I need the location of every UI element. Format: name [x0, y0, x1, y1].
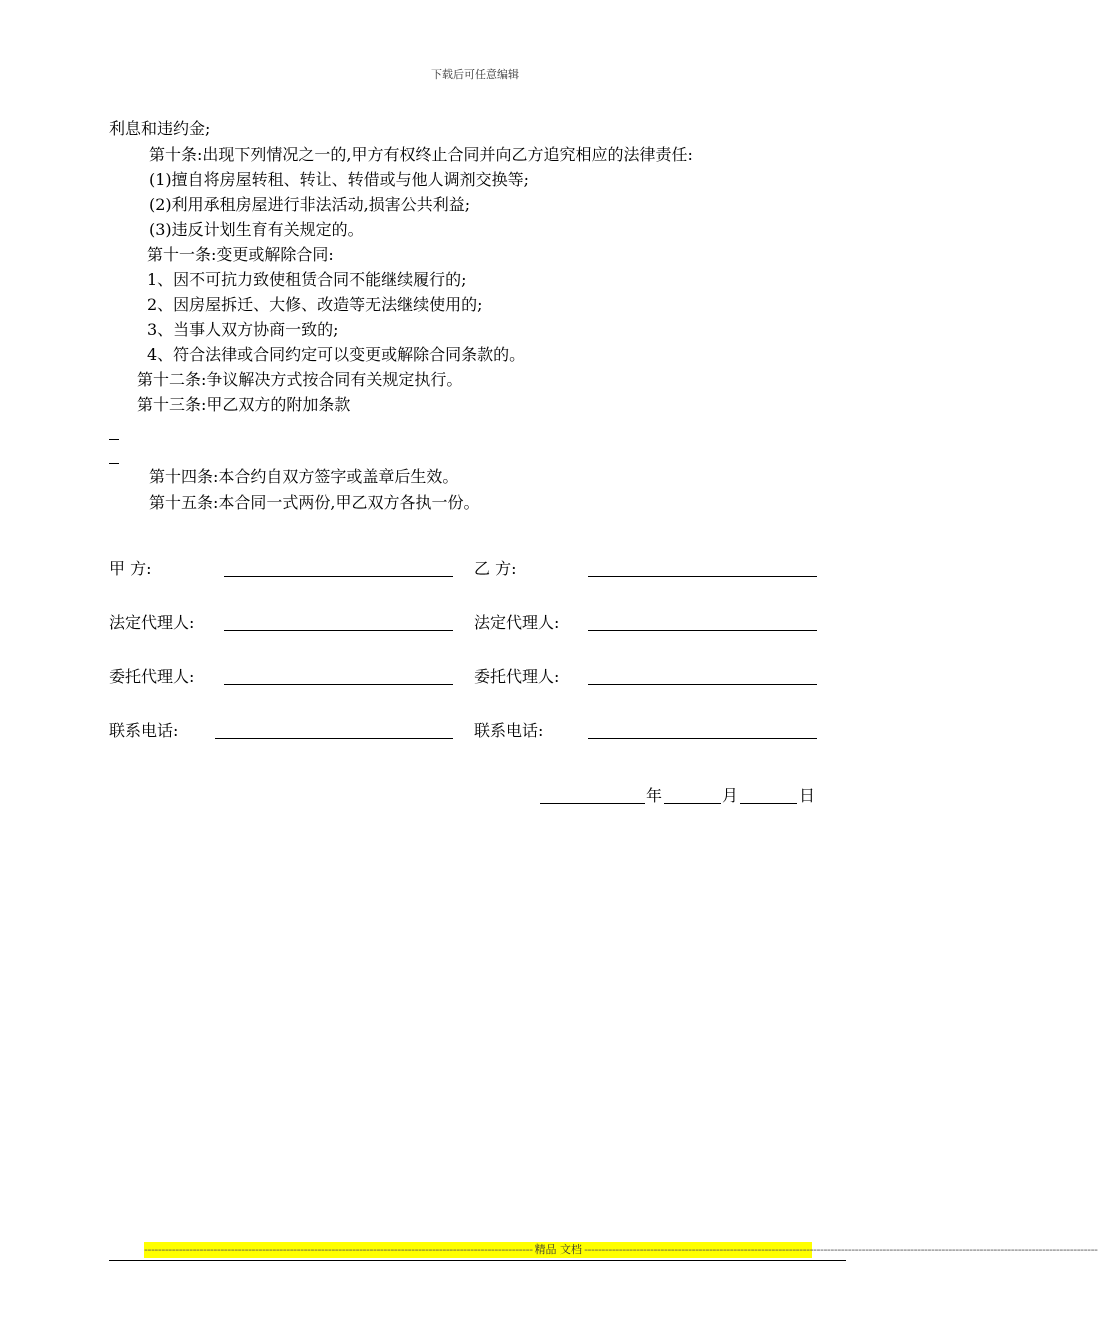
footer-text: 精品 文档 [534, 1243, 583, 1256]
footer-rule [109, 1260, 846, 1261]
party-b-phone-field[interactable] [588, 738, 817, 739]
body-line: (1)擅自将房屋转租、转让、转借或与他人调剂交换等; [149, 170, 530, 189]
party-b-legal-rep-field[interactable] [588, 630, 817, 631]
body-line: 2、因房屋拆迁、大修、改造等无法继续使用的; [147, 295, 483, 314]
party-b-field[interactable] [588, 576, 817, 577]
party-b-label: 乙 方: [474, 559, 517, 578]
body-line: (3)违反计划生育有关规定的。 [149, 220, 364, 239]
body-line: 4、符合法律或合同约定可以变更或解除合同条款的。 [147, 345, 526, 364]
body-line: 第十五条:本合同一式两份,甲乙双方各执一份。 [149, 493, 480, 512]
party-b-phone-label: 联系电话: [474, 721, 544, 740]
body-line: 第十三条:甲乙双方的附加条款 [137, 395, 351, 414]
party-b-agent-field[interactable] [588, 684, 817, 685]
body-line: 第十一条:变更或解除合同: [147, 245, 334, 264]
footer-banner [144, 1242, 1098, 1258]
blank-underline [109, 463, 119, 464]
date-year-field[interactable] [540, 803, 645, 804]
date-year-label: 年 [646, 786, 663, 805]
footer-dashes-right: ---------------------------------------------------------------------------------------------------------------------------------------------------- [584, 1243, 1098, 1256]
party-a-legal-rep-field[interactable] [224, 630, 453, 631]
date-day-field[interactable] [740, 803, 797, 804]
footer-dashes-left: ---------------------------------------------------------------------------------------------------------------- [144, 1243, 533, 1256]
body-line: 3、当事人双方协商一致的; [147, 320, 339, 339]
party-a-label: 甲 方: [109, 559, 152, 578]
party-a-agent-label: 委托代理人: [109, 667, 195, 686]
party-a-phone-field[interactable] [215, 738, 453, 739]
party-b-agent-label: 委托代理人: [474, 667, 560, 686]
body-line: 1、因不可抗力致使租赁合同不能继续履行的; [147, 270, 467, 289]
party-a-legal-rep-label: 法定代理人: [109, 613, 195, 632]
party-a-phone-label: 联系电话: [109, 721, 179, 740]
date-day-label: 日 [799, 786, 816, 805]
party-a-agent-field[interactable] [224, 684, 453, 685]
blank-underline [109, 439, 119, 440]
body-line: 第十条:出现下列情况之一的,甲方有权终止合同并向乙方追究相应的法律责任: [149, 145, 693, 164]
date-month-field[interactable] [664, 803, 721, 804]
page-header: 下载后可任意编辑 [431, 68, 519, 81]
party-b-legal-rep-label: 法定代理人: [474, 613, 560, 632]
body-line: 利息和违约金; [109, 119, 211, 138]
body-line: 第十二条:争议解决方式按合同有关规定执行。 [137, 370, 463, 389]
body-line: 第十四条:本合约自双方签字或盖章后生效。 [149, 467, 459, 486]
date-month-label: 月 [722, 786, 739, 805]
party-a-field[interactable] [224, 576, 453, 577]
body-line: (2)利用承租房屋进行非法活动,损害公共利益; [149, 195, 471, 214]
